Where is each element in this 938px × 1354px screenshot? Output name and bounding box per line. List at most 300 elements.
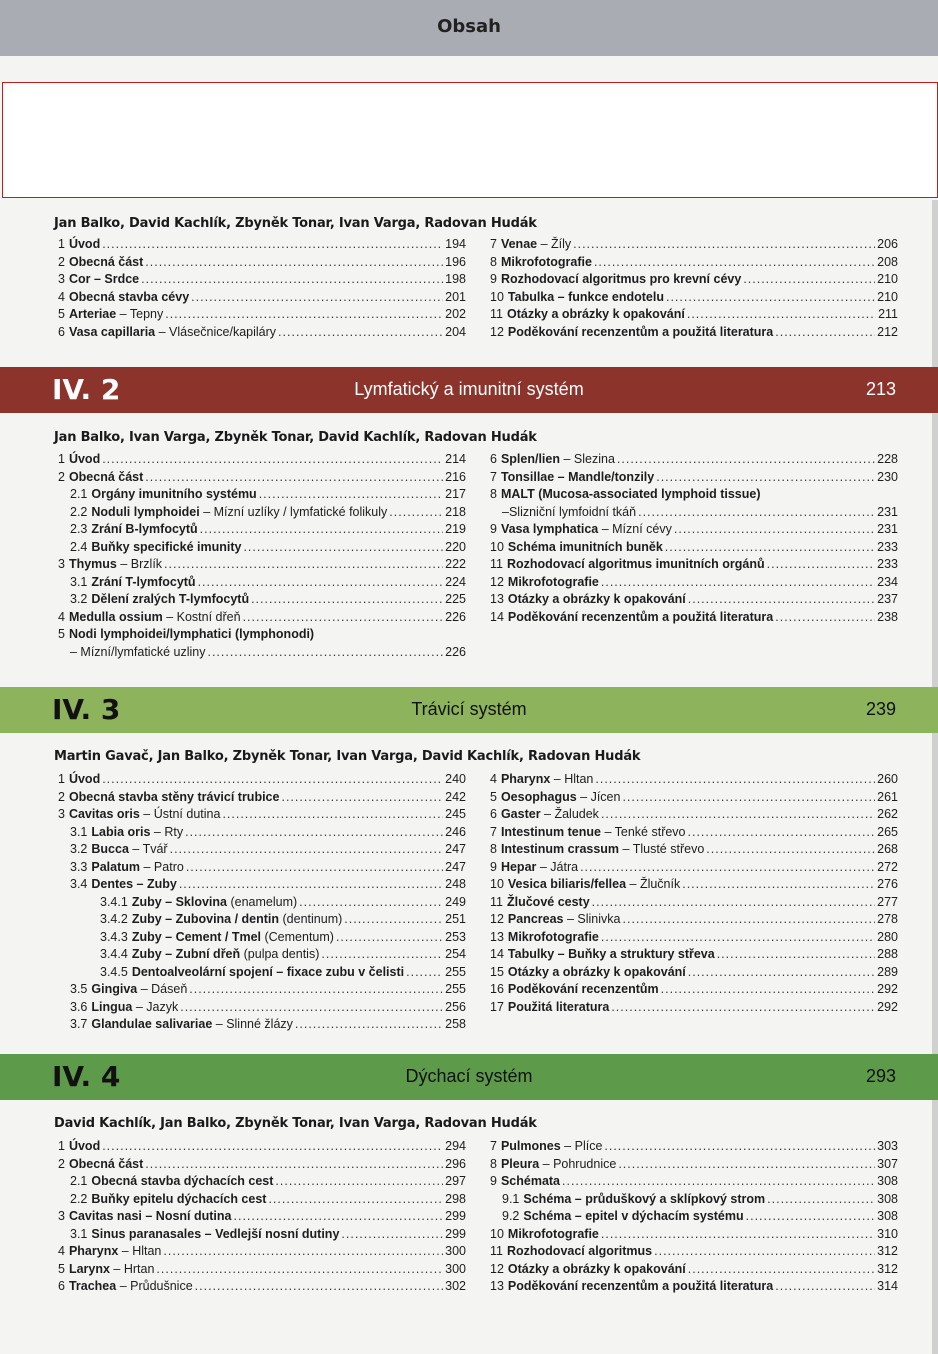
toc-entry-number: 3.1 xyxy=(70,1226,88,1241)
toc-entry-subtitle: – Játra xyxy=(536,859,579,874)
toc-leader-dots xyxy=(406,964,443,982)
toc-entry-page: 310 xyxy=(877,1226,898,1241)
toc-entry[interactable] xyxy=(490,964,898,982)
toc-entry-title: Splen/lien xyxy=(500,452,560,466)
toc-entry-number: 12 xyxy=(490,912,504,926)
toc-entry-number: 3 xyxy=(58,807,65,821)
toc-entry[interactable] xyxy=(490,1191,898,1209)
toc-entry-number: 4 xyxy=(490,772,497,786)
toc-entry[interactable] xyxy=(490,789,898,807)
toc-entry-page: 294 xyxy=(445,1139,466,1153)
toc-leader-dots xyxy=(243,609,444,627)
toc-entry[interactable] xyxy=(58,626,466,644)
toc-entry-title: Pulmones xyxy=(500,1139,561,1153)
toc-entry-page: 261 xyxy=(877,789,898,804)
toc-entry[interactable] xyxy=(490,841,898,859)
toc-column-left xyxy=(58,771,466,1034)
page-header xyxy=(0,0,938,56)
toc-leader-dots xyxy=(336,929,443,947)
toc-entry-subtitle: – Žaludek xyxy=(540,807,599,821)
toc-entry[interactable] xyxy=(490,1138,898,1156)
toc-entry-subtitle: – Hltan xyxy=(550,772,594,786)
toc-leader-dots xyxy=(200,521,443,539)
toc-entry-page: 255 xyxy=(445,982,466,996)
toc-entry[interactable] xyxy=(58,806,466,824)
toc-entry-title: Sinus paranasales – Vedlejší nosní dutiny xyxy=(91,1226,340,1241)
toc-entry-page: 231 xyxy=(877,522,898,536)
toc-entry[interactable] xyxy=(58,539,466,557)
toc-entry[interactable] xyxy=(490,1261,898,1279)
toc-entry[interactable] xyxy=(58,824,466,842)
toc-entry-page: 302 xyxy=(445,1279,466,1293)
toc-entry-number: 8 xyxy=(490,254,497,269)
toc-entry[interactable] xyxy=(490,271,898,289)
toc-entry-number: 8 xyxy=(490,487,497,501)
toc-entry-number: 1 xyxy=(58,452,65,466)
toc-entry[interactable] xyxy=(58,946,466,964)
toc-entry-page: 245 xyxy=(445,807,466,821)
toc-leader-dots xyxy=(775,1278,875,1296)
toc-entry-subtitle: – Hrtan xyxy=(109,1261,155,1276)
toc-entry[interactable] xyxy=(58,1261,466,1279)
toc-entry-subtitle: –Slizniční lymfoidní tkáň xyxy=(502,504,637,519)
toc-entry-page: 240 xyxy=(445,772,466,786)
toc-entry[interactable] xyxy=(58,1278,466,1296)
toc-entry-title: Vesica biliaris/fellea xyxy=(507,877,627,891)
toc-leader-dots xyxy=(186,859,443,877)
toc-entry-number: 5 xyxy=(58,1261,65,1276)
toc-leader-dots xyxy=(688,824,876,842)
toc-leader-dots xyxy=(163,1243,443,1261)
toc-leader-dots xyxy=(189,981,443,999)
toc-entry-title: Mikrofotografie xyxy=(500,254,592,269)
toc-leader-dots xyxy=(601,806,875,824)
toc-entry-title: Rozhodovací algoritmus pro krevní cévy xyxy=(500,272,742,286)
toc-entry-title: Úvod xyxy=(68,237,101,251)
toc-leader-dots xyxy=(321,946,443,964)
toc-entry-page: 299 xyxy=(445,1226,466,1241)
toc-entry-number: 5 xyxy=(490,789,497,804)
toc-entry-page: 254 xyxy=(445,947,466,961)
toc-entry[interactable] xyxy=(490,324,898,342)
toc-entry[interactable] xyxy=(490,609,898,627)
toc-entry-page: 276 xyxy=(877,877,898,891)
toc-entry-subtitle: – Hltan xyxy=(118,1244,162,1258)
toc-entry-number: 3 xyxy=(58,272,65,286)
toc-entry-number: 10 xyxy=(490,539,504,554)
toc-entry-title: Otázky a obrázky k opakování xyxy=(506,307,685,321)
toc-entry[interactable] xyxy=(490,981,898,999)
toc-entry-title: Poděkování recenzentům xyxy=(507,982,659,996)
toc-entry-number: 7 xyxy=(490,469,497,484)
toc-leader-dots xyxy=(594,254,875,272)
toc-entry[interactable] xyxy=(490,254,898,272)
toc-leader-dots xyxy=(185,824,443,842)
toc-entry[interactable] xyxy=(58,609,466,627)
toc-entry[interactable] xyxy=(58,254,466,272)
toc-entry-page: 308 xyxy=(877,1191,898,1206)
toc-entry[interactable] xyxy=(58,644,466,662)
toc-entry-title: Trachea xyxy=(68,1279,117,1293)
toc-entry-number: 9.1 xyxy=(502,1191,520,1206)
toc-entry[interactable] xyxy=(58,981,466,999)
toc-entry-page: 248 xyxy=(445,877,466,891)
toc-entry-title: Žlučové cesty xyxy=(506,894,590,909)
toc-entry-page: 216 xyxy=(445,469,466,484)
toc-entry[interactable] xyxy=(490,876,898,894)
toc-entry-title: Zuby – Sklovina xyxy=(131,894,227,909)
toc-entry-number: 2.2 xyxy=(70,504,88,519)
toc-entry-subtitle: – Jícen xyxy=(576,789,621,804)
toc-entry-title: Použitá literatura xyxy=(507,999,610,1014)
toc-entry-number: 5 xyxy=(58,627,65,641)
toc-column-right xyxy=(490,1138,898,1296)
toc-entry-page: 217 xyxy=(445,487,466,501)
toc-entry-title: Obecná stavba stěny trávicí trubice xyxy=(68,789,280,804)
toc-entry[interactable] xyxy=(490,451,898,469)
toc-leader-dots xyxy=(611,999,875,1017)
toc-entry-subtitle: – Rty xyxy=(150,824,184,839)
toc-entry[interactable] xyxy=(490,824,898,842)
toc-entry-page: 222 xyxy=(445,557,466,571)
toc-entry-title: Pharynx xyxy=(500,772,551,786)
toc-entry-number: 1 xyxy=(58,1139,65,1153)
toc-entry-number: 8 xyxy=(490,1156,497,1171)
toc-entry[interactable] xyxy=(58,999,466,1017)
toc-entry-title: Gaster xyxy=(500,807,541,821)
toc-leader-dots xyxy=(341,1226,443,1244)
toc-entry-subtitle: – Vlásečnice/kapiláry xyxy=(155,324,277,339)
toc-entry-number: 14 xyxy=(490,947,504,961)
toc-entry-title: Lingua xyxy=(91,999,133,1014)
toc-entry-subtitle: – Ústní dutina xyxy=(139,807,221,821)
toc-entry-page: 231 xyxy=(877,504,898,519)
toc-entry[interactable] xyxy=(490,469,898,487)
toc-entry-number: 12 xyxy=(490,574,504,589)
toc-entry-page: 238 xyxy=(877,609,898,624)
toc-entry-title: Oesophagus xyxy=(500,789,577,804)
chapter-page: 293 xyxy=(865,1066,896,1086)
toc-entry-page: 308 xyxy=(877,1209,898,1223)
toc-leader-dots xyxy=(638,504,875,522)
toc-leader-dots xyxy=(604,1138,875,1156)
toc-entry-title: Thymus xyxy=(68,557,117,571)
toc-entry-page: 210 xyxy=(877,272,898,286)
toc-entry-title: Dentes – Zuby xyxy=(91,877,177,891)
toc-entry-page: 208 xyxy=(877,254,898,269)
toc-entry[interactable] xyxy=(58,1226,466,1244)
toc-entry-page: 251 xyxy=(445,912,466,926)
toc-entry[interactable] xyxy=(58,236,466,254)
toc-entry[interactable] xyxy=(490,894,898,912)
toc-entry[interactable] xyxy=(58,894,466,912)
toc-leader-dots xyxy=(295,1016,443,1034)
toc-entry-page: 258 xyxy=(445,1017,466,1031)
toc-entry-page: 289 xyxy=(877,964,898,979)
toc-entry-page: 204 xyxy=(445,324,466,339)
toc-entry-number: 5 xyxy=(58,307,65,321)
toc-entry[interactable] xyxy=(490,1156,898,1174)
toc-entry-page: 214 xyxy=(445,452,466,466)
toc-entry-title: Intestinum crassum xyxy=(500,842,620,856)
toc-entry[interactable] xyxy=(490,306,898,324)
toc-entry-title: Úvod xyxy=(68,1139,101,1153)
toc-leader-dots xyxy=(207,644,443,662)
toc-entry[interactable] xyxy=(58,451,466,469)
toc-entry[interactable] xyxy=(58,504,466,522)
toc-entry[interactable] xyxy=(58,789,466,807)
toc-entry-number: 10 xyxy=(490,289,504,304)
toc-entry-page: 220 xyxy=(445,539,466,554)
toc-entry[interactable] xyxy=(58,859,466,877)
toc-entry-number: 8 xyxy=(490,842,497,856)
toc-entry-page: 296 xyxy=(445,1156,466,1171)
toc-entry-title: Tonsillae – Mandle/tonzily xyxy=(500,469,655,484)
toc-entry-number: 4 xyxy=(58,289,65,304)
toc-entry-number: 3.4.4 xyxy=(100,947,128,961)
toc-entry-title: Zuby – Zubovina / dentin xyxy=(131,912,280,926)
toc-entry[interactable] xyxy=(58,306,466,324)
toc-entry-page: 297 xyxy=(445,1174,466,1188)
toc-entry[interactable] xyxy=(490,539,898,557)
toc-entry[interactable] xyxy=(58,1191,466,1209)
toc-entry[interactable] xyxy=(490,946,898,964)
toc-entry-number: 4 xyxy=(58,609,65,624)
toc-entry[interactable] xyxy=(490,1278,898,1296)
toc-leader-dots xyxy=(706,841,875,859)
toc-leader-dots xyxy=(767,556,876,574)
toc-leader-dots xyxy=(622,789,875,807)
toc-entry-title: Palatum xyxy=(91,859,141,874)
toc-entry[interactable] xyxy=(490,1243,898,1261)
toc-entry-number: 4 xyxy=(58,1244,65,1258)
toc-entry-page: 224 xyxy=(445,574,466,589)
toc-entry[interactable] xyxy=(58,591,466,609)
chapter-code: IV. 3 xyxy=(52,693,121,726)
toc-entry[interactable] xyxy=(490,1173,898,1191)
toc-entry[interactable] xyxy=(58,841,466,859)
toc-entry-page: 312 xyxy=(877,1261,898,1276)
toc-entry-number: 3.4.5 xyxy=(100,964,128,979)
toc-entry-number: 3 xyxy=(58,1209,65,1223)
toc-entry[interactable] xyxy=(490,289,898,307)
toc-entry-number: 1 xyxy=(58,237,65,251)
toc-entry-subtitle: – Brzlík xyxy=(116,557,163,571)
toc-entry-title: Poděkování recenzentům a použitá literatura xyxy=(507,1279,774,1293)
toc-entry-number: 2.4 xyxy=(70,539,88,554)
toc-entry-number: 3.5 xyxy=(70,982,88,996)
toc-entry[interactable] xyxy=(58,521,466,539)
toc-leader-dots xyxy=(222,806,443,824)
toc-entry-subtitle: – Pohrudnice xyxy=(539,1156,617,1171)
toc-leader-dots xyxy=(743,271,875,289)
toc-entry-title: Nodi lymphoidei/lymphatici (lymphonodi) xyxy=(68,627,315,641)
toc-entry-title: Dělení zralých T-lymfocytů xyxy=(91,592,250,606)
toc-entry-number: 3.4.3 xyxy=(100,929,128,944)
toc-entry-title: Zuby – Zubní dřeň xyxy=(131,947,241,961)
toc-entry-title: Rozhodovací algoritmus xyxy=(506,1244,653,1258)
toc-entry-subtitle: – Patro xyxy=(140,859,184,874)
toc-entry[interactable] xyxy=(58,556,466,574)
toc-entry[interactable] xyxy=(490,486,898,504)
toc-entry-page: 212 xyxy=(877,324,898,339)
toc-entry-title: Vasa lymphatica xyxy=(500,522,599,536)
toc-entry[interactable] xyxy=(58,1016,466,1034)
toc-leader-dots xyxy=(243,539,443,557)
toc-entry-title: Bucca xyxy=(91,842,129,856)
toc-entry-page: 260 xyxy=(877,772,898,786)
toc-entry-title: Schéma – průduškový a sklípkový strom xyxy=(523,1191,766,1206)
toc-leader-dots xyxy=(281,789,443,807)
toc-leader-dots xyxy=(656,469,875,487)
toc-entry-page: 242 xyxy=(445,789,466,804)
toc-entry[interactable] xyxy=(58,1156,466,1174)
toc-entry-title: Cor – Srdce xyxy=(68,272,140,286)
toc-entry[interactable] xyxy=(58,1173,466,1191)
toc-leader-dots xyxy=(674,521,875,539)
toc-entry-number: 17 xyxy=(490,999,504,1014)
toc-entry[interactable] xyxy=(490,1226,898,1244)
toc-leader-dots xyxy=(688,1261,875,1279)
toc-entry[interactable] xyxy=(58,771,466,789)
toc-leader-dots xyxy=(775,609,875,627)
toc-entry-title: Obecná stavba dýchacích cest xyxy=(91,1174,274,1188)
toc-entry-number: 3.1 xyxy=(70,574,88,589)
toc-entry-number: 10 xyxy=(490,1226,504,1241)
toc-leader-dots xyxy=(666,289,875,307)
toc-entry-page: 247 xyxy=(445,859,466,874)
toc-entry[interactable] xyxy=(58,929,466,947)
toc-entry-title: Venae xyxy=(500,237,538,251)
toc-entry-page: 206 xyxy=(877,237,898,251)
toc-entry-number: 3.6 xyxy=(70,999,88,1014)
chapter-band[interactable] xyxy=(0,1054,938,1100)
toc-entry-title: Cavitas nasi – Nosní dutina xyxy=(68,1209,232,1223)
toc-leader-dots xyxy=(687,306,876,324)
toc-entry[interactable] xyxy=(490,574,898,592)
toc-column-right xyxy=(490,771,898,1016)
toc-entry-page: 280 xyxy=(877,929,898,944)
toc-leader-dots xyxy=(102,451,443,469)
chapter-band[interactable] xyxy=(0,367,938,413)
toc-entry[interactable] xyxy=(58,486,466,504)
toc-entry[interactable] xyxy=(58,1138,466,1156)
toc-entry-number: 2.3 xyxy=(70,522,88,536)
toc-entry[interactable] xyxy=(490,929,898,947)
toc-entry-number: 3.7 xyxy=(70,1017,88,1031)
toc-entry-number: 1 xyxy=(58,772,65,786)
toc-entry-title: Obecná část xyxy=(68,254,144,269)
toc-entry[interactable] xyxy=(58,324,466,342)
section-authors: David Kachlík, Jan Balko, Zbyněk Tonar, Ivan Varga, Radovan Hudák xyxy=(54,1116,537,1131)
toc-leader-dots xyxy=(164,556,443,574)
toc-entry-title: Pleura xyxy=(500,1156,540,1171)
toc-entry[interactable] xyxy=(58,574,466,592)
toc-entry-page: 292 xyxy=(877,999,898,1014)
toc-entry[interactable] xyxy=(58,271,466,289)
toc-entry[interactable] xyxy=(58,911,466,929)
toc-entry[interactable] xyxy=(58,289,466,307)
toc-leader-dots xyxy=(102,771,443,789)
toc-column-right xyxy=(490,451,898,626)
toc-entry-title: Pharynx xyxy=(68,1244,119,1258)
toc-entry-title: Medulla ossium xyxy=(68,609,163,624)
toc-entry-title: Mikrofotografie xyxy=(507,929,599,944)
toc-entry[interactable] xyxy=(490,771,898,789)
toc-entry-number: 7 xyxy=(490,237,497,251)
toc-entry[interactable] xyxy=(58,1208,466,1226)
toc-entry-number: 16 xyxy=(490,982,504,996)
toc-leader-dots xyxy=(102,1138,443,1156)
toc-column-left xyxy=(58,236,466,341)
toc-entry-title: Schéma imunitních buněk xyxy=(507,539,663,554)
toc-entry-number: 12 xyxy=(490,324,504,339)
toc-entry[interactable] xyxy=(58,469,466,487)
toc-entry-number: 11 xyxy=(490,307,503,321)
toc-leader-dots xyxy=(165,306,443,324)
toc-entry-number: 9.2 xyxy=(502,1209,520,1223)
toc-entry[interactable] xyxy=(490,236,898,254)
toc-entry-page: 194 xyxy=(445,237,466,251)
toc-entry-title: Schéma – epitel v dýchacím systému xyxy=(523,1209,744,1223)
toc-entry[interactable] xyxy=(490,556,898,574)
toc-entry[interactable] xyxy=(490,806,898,824)
toc-entry-title: Buňky epitelu dýchacích cest xyxy=(91,1191,267,1206)
toc-entry-title: Úvod xyxy=(68,452,101,466)
toc-entry-number: 9 xyxy=(490,522,497,536)
chapter-band[interactable] xyxy=(0,687,938,733)
toc-leader-dots xyxy=(580,859,875,877)
toc-entry-title: Noduli lymphoidei xyxy=(91,504,200,519)
toc-entry[interactable] xyxy=(490,591,898,609)
toc-entry[interactable] xyxy=(490,859,898,877)
toc-leader-dots xyxy=(259,486,443,504)
toc-entry-page: 299 xyxy=(445,1209,466,1223)
toc-entry-title: Obecná část xyxy=(68,469,144,484)
toc-entry-title: Úvod xyxy=(68,772,101,786)
toc-entry-page: 233 xyxy=(877,539,898,554)
section-authors: Martin Gavač, Jan Balko, Zbyněk Tonar, Ivan Varga, David Kachlík, Radovan Hudák xyxy=(54,749,641,764)
toc-leader-dots xyxy=(592,894,875,912)
toc-entry[interactable] xyxy=(490,999,898,1017)
toc-entry-number: 15 xyxy=(490,964,504,979)
toc-entry-page: 265 xyxy=(877,824,898,839)
toc-entry-title: Poděkování recenzentům a použitá literatura xyxy=(507,609,774,624)
toc-entry-number: 11 xyxy=(490,1244,503,1258)
toc-entry-page: 272 xyxy=(877,859,898,874)
toc-entry-subtitle: (dentinum) xyxy=(279,912,343,926)
toc-entry-page: 237 xyxy=(877,592,898,606)
toc-entry-number: 9 xyxy=(490,272,497,286)
chapter-code: IV. 2 xyxy=(52,373,121,406)
toc-entry-number: 13 xyxy=(490,1279,504,1293)
toc-entry[interactable] xyxy=(490,911,898,929)
toc-entry[interactable] xyxy=(490,504,898,522)
toc-entry[interactable] xyxy=(58,876,466,894)
page-title: Obsah xyxy=(437,16,501,37)
toc-entry[interactable] xyxy=(490,521,898,539)
toc-leader-dots xyxy=(141,271,443,289)
toc-entry-page: 253 xyxy=(445,929,466,944)
toc-entry[interactable] xyxy=(58,1243,466,1261)
toc-leader-dots xyxy=(617,451,875,469)
toc-entry-number: 13 xyxy=(490,929,504,944)
toc-entry[interactable] xyxy=(58,964,466,982)
toc-entry-number: 11 xyxy=(490,894,503,909)
toc-entry[interactable] xyxy=(490,1208,898,1226)
toc-entry-title: Otázky a obrázky k opakování xyxy=(507,964,686,979)
toc-entry-number: 3.4.2 xyxy=(100,912,128,926)
